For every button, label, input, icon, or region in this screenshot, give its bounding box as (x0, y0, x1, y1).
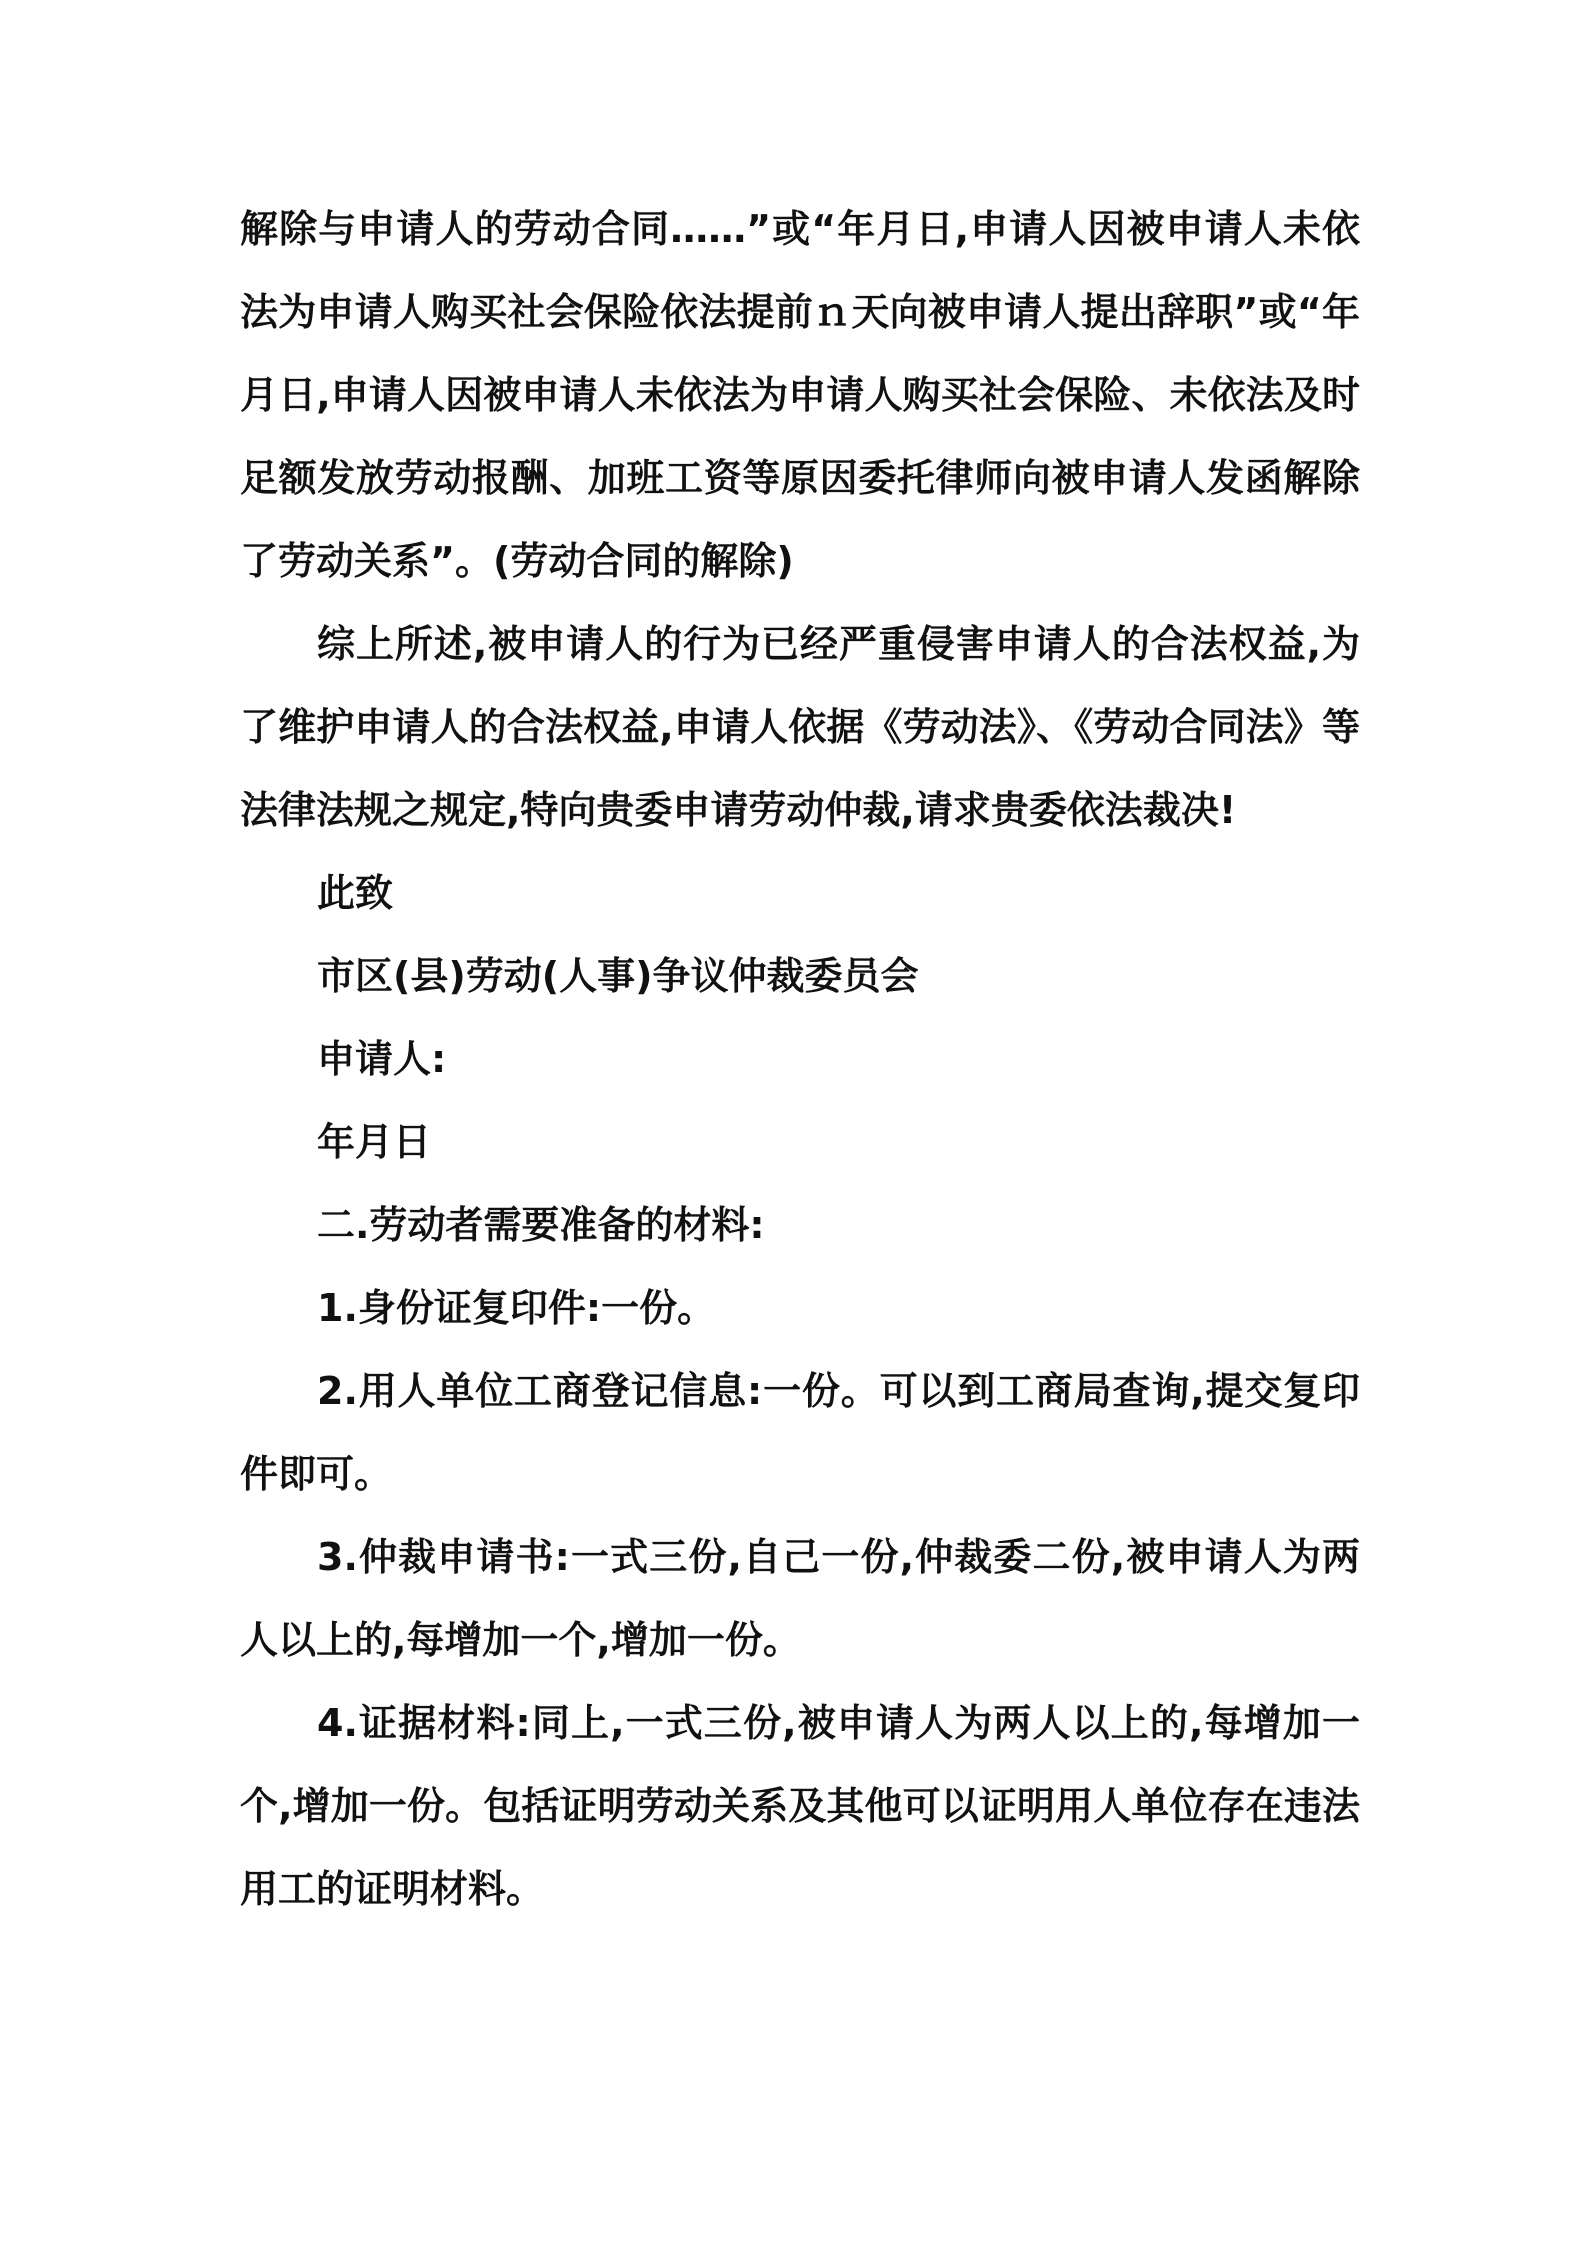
document-body (240, 188, 1360, 1931)
paragraph-summary: 综上所述,被申请人的行为已经严重侵害申请人的合法权益,为了维护申请人的合法权益,申请人依据《劳动法》、《劳动合同法》等法律法规之规定,特向贵委申请劳动仲裁,请求贵委依法裁决! (240, 622, 1360, 832)
paragraph-contract-termination: 解除与申请人的劳动合同……”或“年月日,申请人因被申请人未依法为申请人购买社会保险依法提前ｎ天向被申请人提出辞职”或“年月日,申请人因被申请人未依法为申请人购买社会保险、未依法及时足额发放劳动报酬、加班工资等原因委托律师向被申请人发函解除了劳动关系”。(劳动合同的解除) (240, 207, 1360, 583)
list-item-business-registration: 2.用人单位工商登记信息:一份。可以到工商局查询,提交复印件即可。 (240, 1369, 1360, 1496)
section-heading-materials: 二.劳动者需要准备的材料: (317, 1203, 765, 1247)
list-item-id-copy: 1.身份证复印件:一份。 (317, 1286, 716, 1330)
date-line: 年月日 (317, 1120, 432, 1164)
list-item-evidence: 4.证据材料:同上,一式三份,被申请人为两人以上的,每增加一个,增加一份。包括证明劳动关系及其他可以证明用人单位存在违法用工的证明材料。 (240, 1701, 1360, 1911)
recipient-committee: 市区(县)劳动(人事)争议仲裁委员会 (317, 954, 919, 998)
applicant-signature: 申请人: (317, 1037, 447, 1081)
list-item-arbitration-application: 3.仲裁申请书:一式三份,自己一份,仲裁委二份,被申请人为两人以上的,每增加一个,增加一份。 (240, 1535, 1360, 1662)
salutation: 此致 (317, 871, 394, 915)
